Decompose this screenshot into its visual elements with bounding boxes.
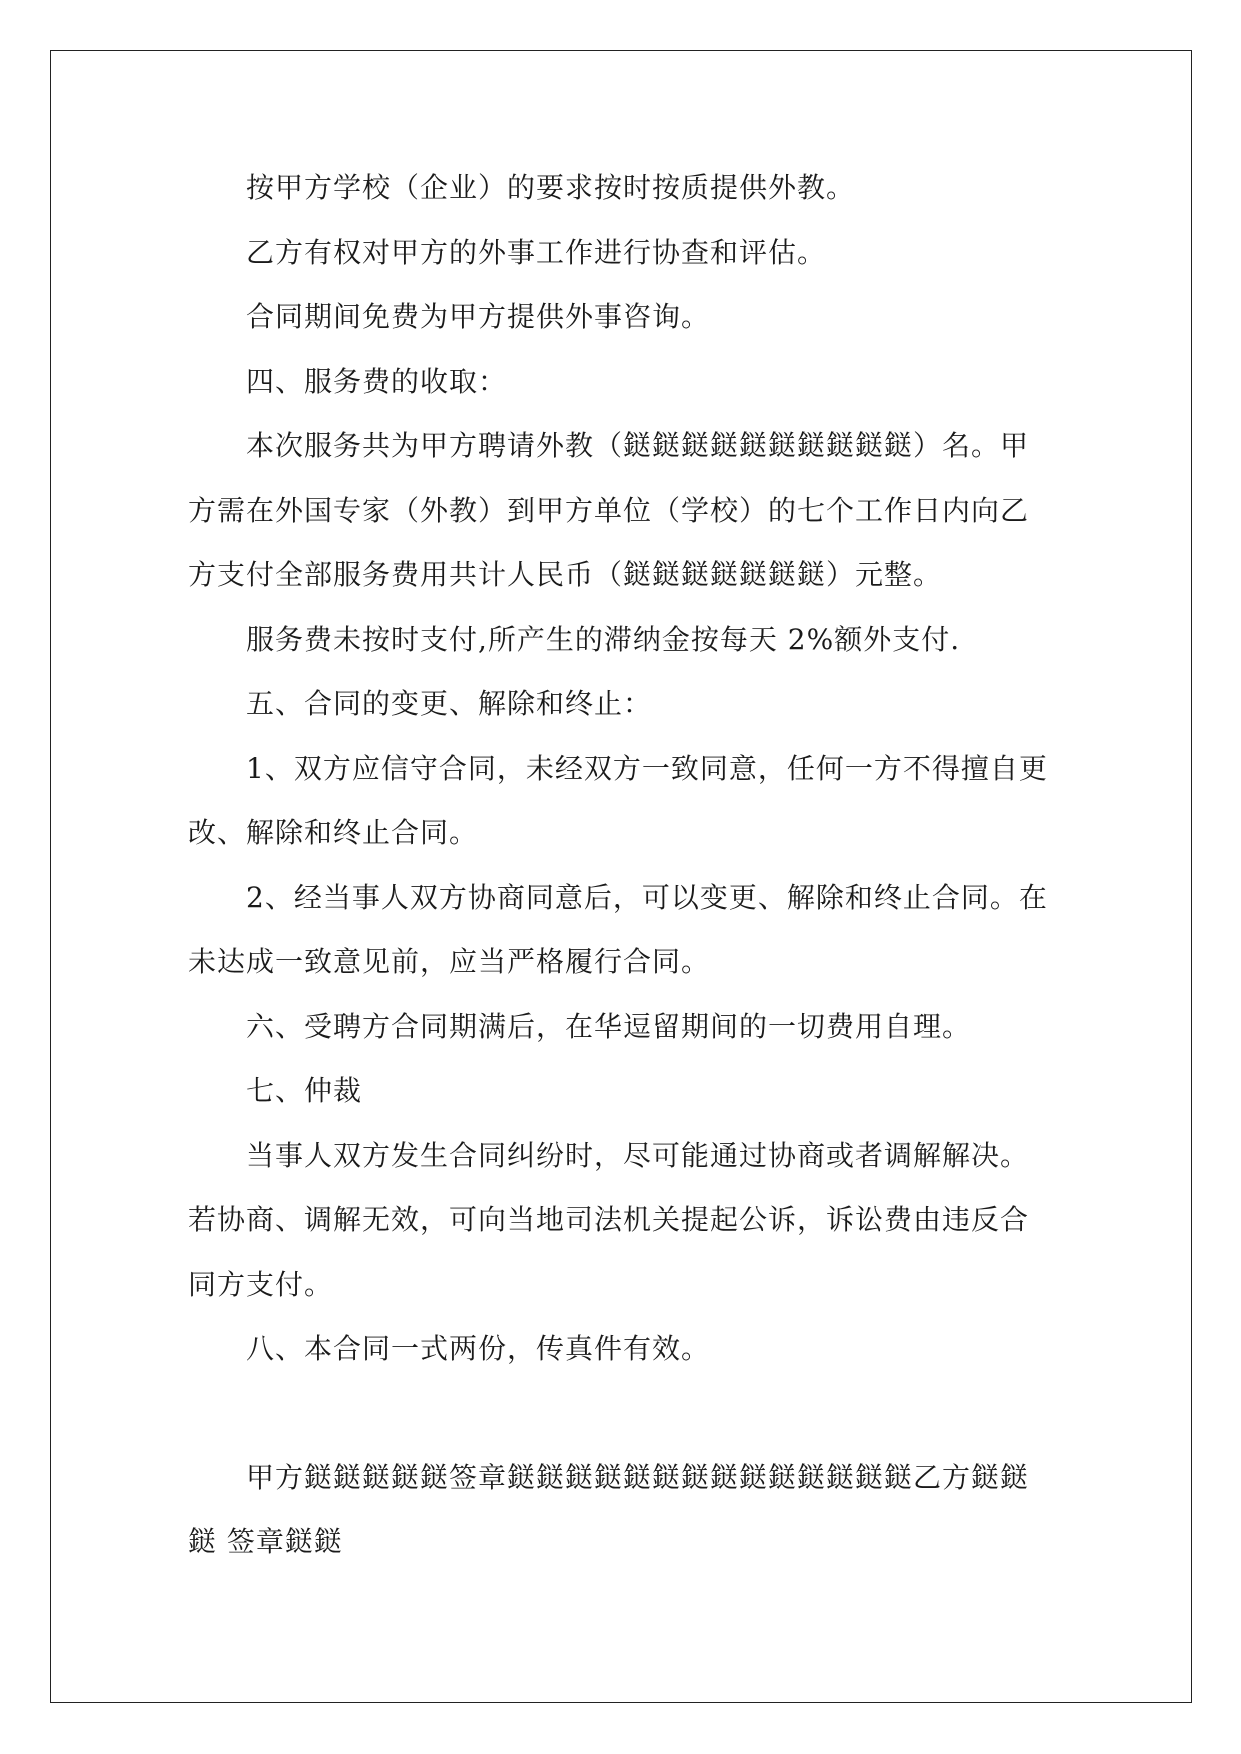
clause-late-fee: 服务费未按时支付,所产生的滞纳金按每天 2%额外支付. <box>246 622 961 656</box>
clause-change-2: 2、经当事人双方协商同意后，可以变更、解除和终止合同。在未达成一致意见前，应当严格履行合同。 <box>188 880 1048 978</box>
section-heading-contract-change: 五、合同的变更、解除和终止： <box>246 687 653 720</box>
section-heading-arbitration: 七、仲裁 <box>246 1074 363 1107</box>
section-heading-service-fee: 四、服务费的收取： <box>246 364 508 398</box>
clause-free-consulting: 合同期间免费为甲方提供外事咨询。 <box>246 300 711 333</box>
section-expenses: 六、受聘方合同期满后，在华逗留期间的一切费用自理。 <box>246 1009 972 1043</box>
section-copies: 八、本合同一式两份，传真件有效。 <box>246 1332 711 1365</box>
clause-teacher-provision: 按甲方学校（企业）的要求按时按质提供外教。 <box>246 171 856 204</box>
signature-line: 甲方鎹鎹鎹鎹鎹签章鎹鎹鎹鎹鎹鎹鎹鎹鎹鎹鎹鎹鎹鎹乙方鎹鎹鎹 签章鎹鎹 <box>188 1460 1030 1558</box>
clause-change-1: 1、双方应信守合同，未经双方一致同意，任何一方不得擅自更改、解除和终止合同。 <box>188 751 1048 849</box>
contract-body <box>188 156 1054 1575</box>
clause-arbitration: 当事人双方发生合同纠纷时，尽可能通过协商或者调解解决。若协商、调解无效，可向当地司法机关提起公诉，诉讼费由违反合同方支付。 <box>188 1138 1030 1301</box>
clause-audit-right: 乙方有权对甲方的外事工作进行协查和评估。 <box>246 235 827 269</box>
clause-fee-payment: 本次服务共为甲方聘请外教（鎹鎹鎹鎹鎹鎹鎹鎹鎹鎹）名。甲方需在外国专家（外教）到甲方单位（学校）的七个工作日内向乙方支付全部服务费用共计人民币（鎹鎹鎹鎹鎹鎹鎹）元整。 <box>188 429 1030 591</box>
